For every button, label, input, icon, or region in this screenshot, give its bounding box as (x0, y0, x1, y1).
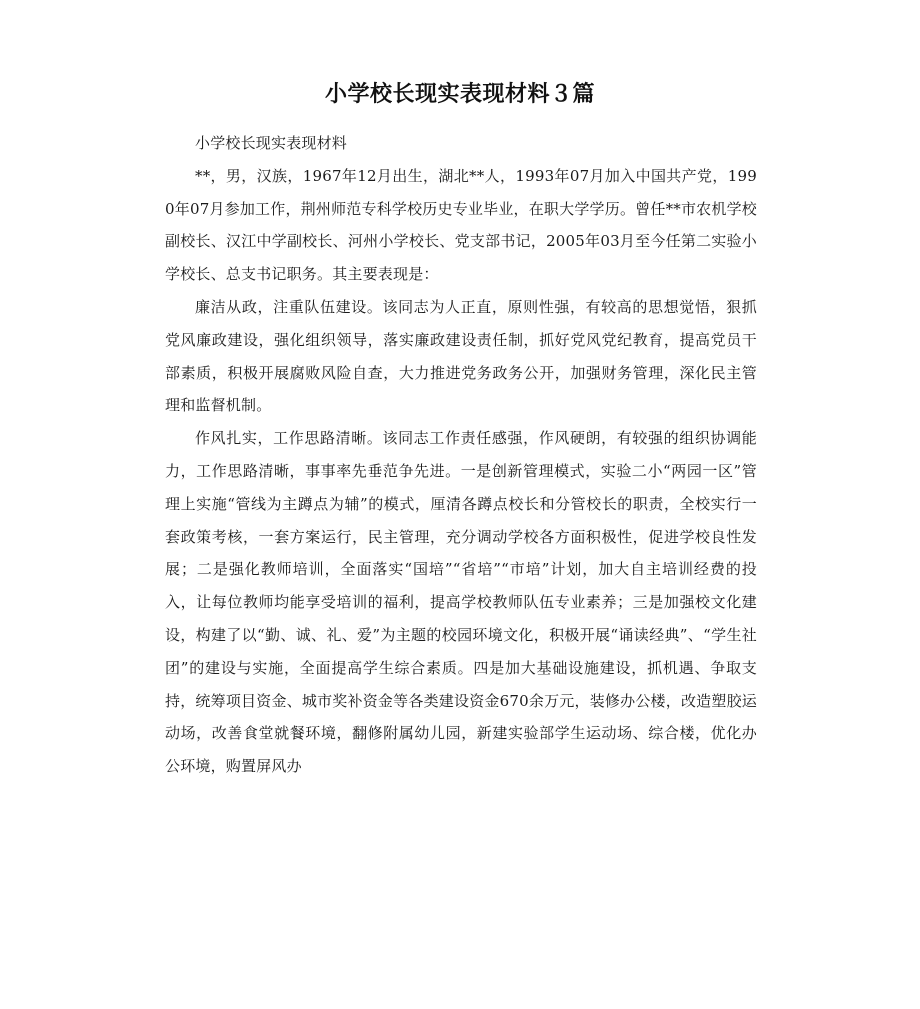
paragraph-work-style: 作风扎实，工作思路清晰。该同志工作责任感强，作风硬朗，有较强的组织协调能力，工作思路清晰，事事率先垂范争先进。一是创新管理模式，实验二小“两园一区”管理上实施“管线为主蹲点为辅”的模式，厘清各蹲点校长和分管校长的职责，全校实行一套政策考核，一套方案运行，民主管理，充分调动学校各方面积极性，促进学校良性发展；二是强化教师培训，全面落实“国培”“省培”“市培”计划，加大自主培训经费的投入，让每位教师均能享受培训的福利，提高学校教师队伍专业素养；三是加强校文化建设，构建了以“勤、诚、礼、爱”为主题的校园环境文化，积极开展“诵读经典”、“学生社团”的建设与实施，全面提高学生综合素质。四是加大基础设施建设，抓机遇、争取支持，统筹项目资金、城市奖补资金等各类建设资金670余万元，装修办公楼，改造塑胶运动场，改善食堂就餐环境，翻修附属幼儿园，新建实验部学生运动场、综合楼，优化办公环境，购置屏风办 (165, 429, 757, 776)
paragraph-heading: 小学校长现实表现材料 (195, 134, 348, 152)
document-title: 小学校长现实表现材料３篇 (324, 81, 595, 107)
document-body (165, 127, 757, 783)
paragraph-profile: **，男，汉族，1967年12月出生，湖北**人，1993年07月加入中国共产党，1990年07月参加工作，荆州师范专科学校历史专业毕业，在职大学学历。曾任**市农机学校副校长、汉江中学副校长、河州小学校长、党支部书记，2005年03月至今任第二实验小学校长、总支书记职务。其主要表现是： (165, 166, 757, 284)
paragraph-integrity: 廉洁从政，注重队伍建设。该同志为人正直，原则性强，有较高的思想觉悟，狠抓党风廉政建设，强化组织领导，落实廉政建设责任制，抓好党风党纪教育，提高党员干部素质，积极开展腐败风险自查，大力推进党务政务公开，加强财务管理，深化民主管理和监督机制。 (165, 297, 757, 415)
